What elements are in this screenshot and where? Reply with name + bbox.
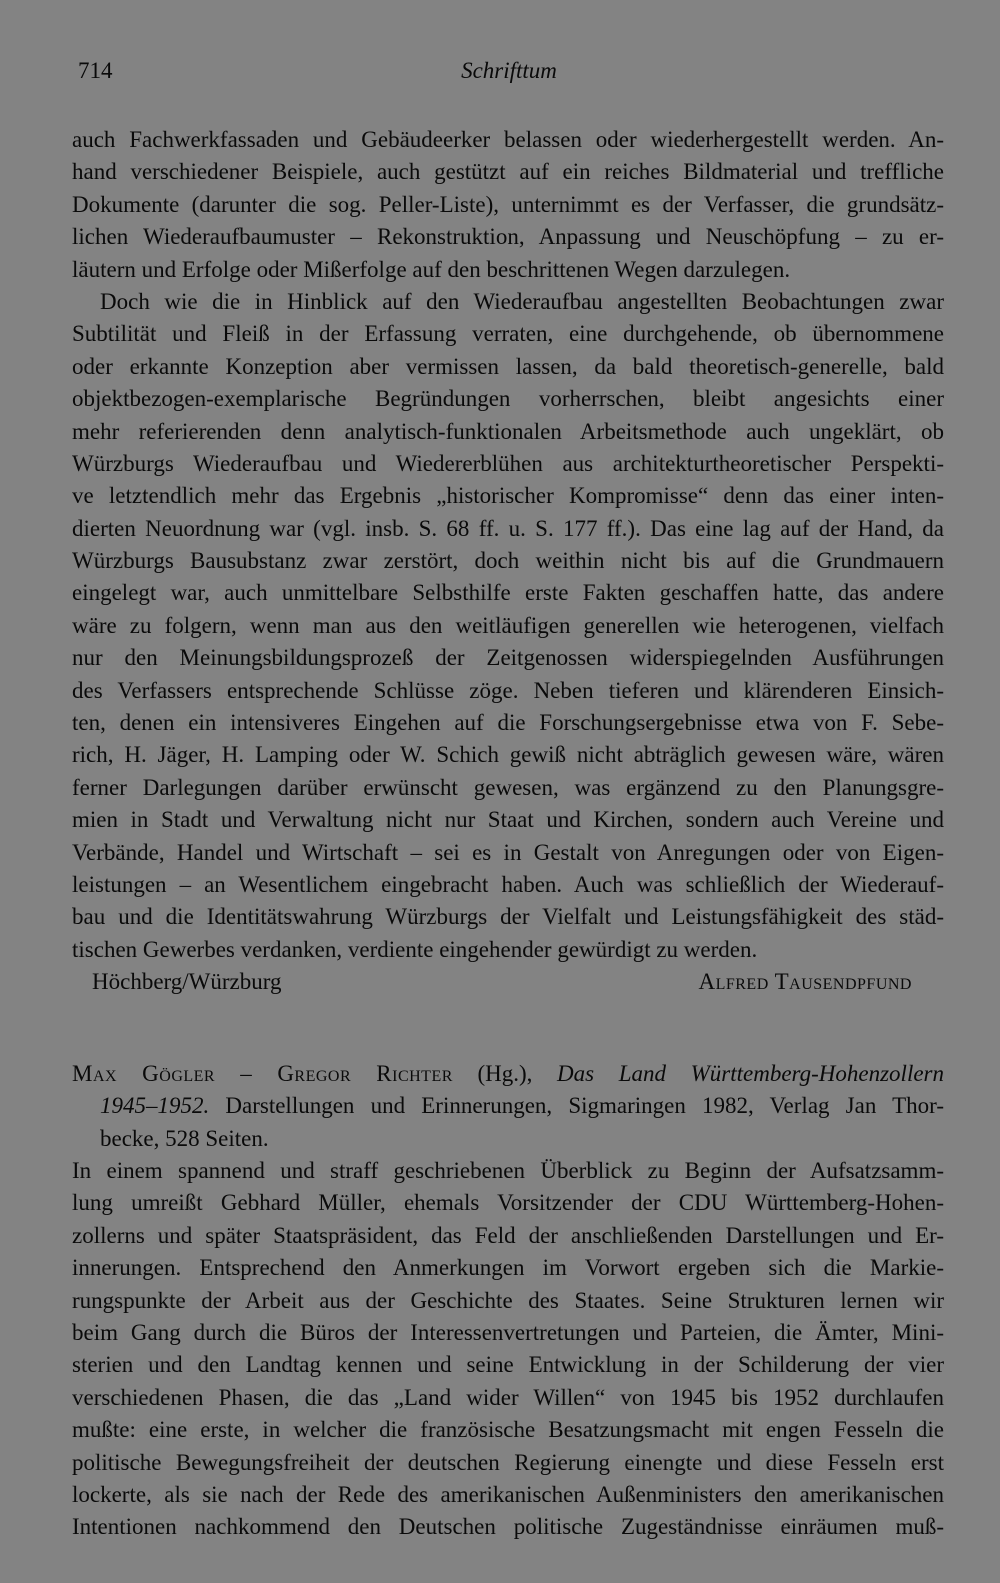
citation-details: Darstellungen und Erinnerungen, Sigmaringen 1982, Verlag Jan Thor- bbox=[209, 1093, 944, 1119]
text-line: zollerns und später Staatspräsident, das Feld der anschließenden Darstellungen und Er- bbox=[72, 1222, 944, 1248]
citation-line bbox=[72, 1090, 944, 1122]
text-line: Doch wie die in Hinblick auf den Wiederaufbau angestellten Beobachtungen zwar bbox=[100, 288, 944, 314]
text-line: läutern und Erfolge oder Mißerfolge auf den beschrittenen Wegen darzulegen. bbox=[72, 256, 791, 282]
citation-line bbox=[72, 1058, 944, 1090]
review-citation bbox=[72, 1058, 944, 1155]
text-line: wäre zu folgern, wenn man aus den weitläufigen generellen wie heterogenen, vielfach bbox=[72, 612, 944, 638]
text-line: ve letztendlich mehr das Ergebnis „historischer Kompromisse“ denn das einer inten- bbox=[72, 483, 944, 509]
text-line: Würzburgs Bausubstanz zwar zerstört, doch weithin nicht bis auf die Grundmauern bbox=[72, 548, 944, 574]
text-line: nur den Meinungsbildungsprozeß der Zeitgenossen widerspiegelnden Ausführungen bbox=[72, 645, 944, 671]
page-number: 714 bbox=[78, 58, 113, 83]
signature-line bbox=[72, 966, 944, 998]
citation-line: becke, 528 Seiten. bbox=[100, 1125, 269, 1151]
text-line: des Verfassers entsprechende Schlüsse zöge. Neben tieferen und klärenderen Einsich- bbox=[72, 677, 944, 703]
text-line: hand verschiedener Beispiele, auch gestützt auf ein reiches Bildmaterial und treffliche bbox=[72, 159, 944, 185]
citation-title: Das Land Württemberg-Hohenzollern bbox=[557, 1061, 944, 1086]
text-line: rungspunkte der Arbeit aus der Geschichte des Staates. Seine Strukturen lernen wir bbox=[72, 1287, 944, 1313]
citation-editors: Max Gögler – Gregor Richter bbox=[72, 1061, 453, 1086]
text-line: oder erkannte Konzeption aber vermissen lassen, da bald theoretisch-generelle, bald bbox=[72, 353, 944, 379]
text-line: lockerte, als sie nach der Rede des amerikanischen Außenministers den amerikanischen bbox=[72, 1481, 944, 1507]
text-line: lung umreißt Gebhard Müller, ehemals Vorsitzender der CDU Württemberg-Hohen- bbox=[72, 1190, 944, 1216]
text-line: beim Gang durch die Büros der Interessenvertretungen und Parteien, die Ämter, Mini- bbox=[72, 1319, 944, 1345]
text-line: Dokumente (darunter die sog. Peller-Liste), unternimmt es der Verfasser, die grundsätz- bbox=[72, 191, 944, 217]
text-line: mußte: eine erste, in welcher die französische Besatzungsmacht mit engen Fesseln die bbox=[72, 1417, 944, 1443]
text-line: tischen Gewerbes verdanken, verdiente eingehender gewürdigt zu werden. bbox=[72, 936, 758, 962]
text-line: Intentionen nachkommend den Deutschen politische Zugeständnisse einräumen muß- bbox=[72, 1514, 944, 1540]
running-head: Schrifttum bbox=[461, 58, 557, 83]
text-line: rich, H. Jäger, H. Lamping oder W. Schich gewiß nicht abträglich gewesen wäre, wären bbox=[72, 742, 944, 768]
text-line: verschiedenen Phasen, die das „Land wider Willen“ von 1945 bis 1952 durchlaufen bbox=[72, 1384, 944, 1410]
text-line: mien in Stadt und Verwaltung nicht nur Staat und Kirchen, sondern auch Vereine und bbox=[72, 807, 944, 833]
text-line: ten, denen ein intensiveres Eingehen auf die Forschungsergebnisse etwa von F. Sebe- bbox=[72, 710, 944, 736]
text-line: In einem spannend und straff geschriebenen Überblick zu Beginn der Aufsatzsamm- bbox=[72, 1158, 944, 1183]
text-line: mehr referierenden denn analytisch-funktionalen Arbeitsmethode auch ungeklärt, ob bbox=[72, 418, 944, 444]
text-line: objektbezogen-exemplarische Begründungen vorherrschen, bleibt angesichts einer bbox=[72, 386, 944, 412]
text-line: leistungen – an Wesentlichem eingebracht haben. Auch was schließlich der Wiederauf- bbox=[72, 871, 944, 897]
text-line: Subtilität und Fleiß in der Erfassung verraten, eine durchgehende, ob übernommene bbox=[72, 321, 944, 347]
review-body bbox=[72, 1155, 944, 1544]
text-line: dierten Neuordnung war (vgl. insb. S. 68 ff. u. S. 177 ff.). Das eine lag auf der Hand, da bbox=[72, 515, 944, 541]
text-line: lichen Wiederaufbaumuster – Rekonstruktion, Anpassung und Neuschöpfung – zu er- bbox=[72, 224, 944, 250]
review-continuation bbox=[72, 124, 944, 999]
text-line: politische Bewegungsfreiheit der deutschen Regierung einengte und diese Fesseln erst bbox=[72, 1449, 944, 1475]
text-line: Verbände, Handel und Wirtschaft – sei es in Gestalt von Anregungen oder von Eigen- bbox=[72, 839, 944, 865]
citation-editor-role: (Hg.), bbox=[452, 1061, 558, 1086]
text-line: ferner Darlegungen darüber erwünscht gewesen, was ergänzend zu den Planungsgre- bbox=[72, 774, 944, 800]
reviewer-name: Alfred Tausendpfund bbox=[698, 969, 912, 995]
text-line: innerungen. Entsprechend den Anmerkungen im Vorwort ergeben sich die Markie- bbox=[72, 1255, 944, 1281]
text-line: auch Fachwerkfassaden und Gebäudeerker belassen oder wiederhergestellt werden. An- bbox=[72, 127, 944, 152]
page-header bbox=[78, 58, 940, 92]
text-line: bau und die Identitätswahrung Würzburgs der Vielfalt und Leistungsfähigkeit des städ- bbox=[72, 904, 944, 930]
text-line: Würzburgs Wiederaufbau und Wiedererblühen aus architekturtheoretischer Perspekti- bbox=[72, 450, 944, 476]
citation-title-years: 1945–1952. bbox=[100, 1093, 210, 1119]
text-line: sterien und den Landtag kennen und seine Entwicklung in der Schilderung der vier bbox=[72, 1352, 944, 1378]
reviewer-place: Höchberg/Würzburg bbox=[92, 969, 282, 995]
text-line: eingelegt war, auch unmittelbare Selbsthilfe erste Fakten geschaffen hatte, das andere bbox=[72, 580, 944, 606]
